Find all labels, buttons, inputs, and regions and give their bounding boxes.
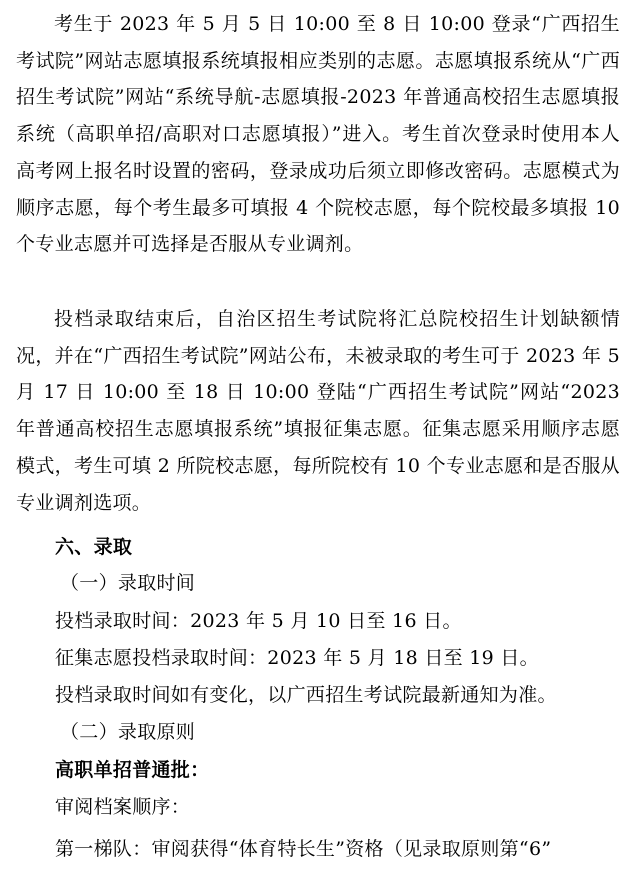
admission-time-line: 投档录取时间：2023 年 5 月 10 日至 16 日。 xyxy=(55,610,462,632)
supplementary-admission-time-line: 征集志愿投档录取时间：2023 年 5 月 18 日至 19 日。 xyxy=(55,647,539,669)
tier-one-line: 第一梯队：审阅获得“体育特长生”资格（见录取原则第“6” xyxy=(55,838,552,860)
paragraph-volunteer-filling: 考生于 2023 年 5 月 5 日 10:00 至 8 日 10:00 登录“广西招生考试院”网站志愿填报系统填报相应类别的志愿。志愿填报系统从“广西招生考试院”网站“系统导航-志愿填报-2023 年普通高校招生志愿填报系统（高职单招/高职对口志愿填报）”进入。考生首次登录时使用本人高考网上报名时设置的密码，登录成功后须立即修改密码。志愿模式为顺序志愿，每个考生最多可填报 4 个院校志愿，每个院校最多填报 10 个专业志愿并可选择是否服从专业调剂。 xyxy=(16,13,620,256)
section-heading-admission: 六、录取 xyxy=(55,536,133,558)
subheading-admission-principle: （二）录取原则 xyxy=(60,721,196,743)
time-change-notice: 投档录取时间如有变化，以广西招生考试院最新通知为准。 xyxy=(55,684,557,706)
batch-heading: 高职单招普通批： xyxy=(55,759,210,781)
subheading-admission-time: （一）录取时间 xyxy=(60,572,196,594)
review-order-label: 审阅档案顺序： xyxy=(55,796,191,818)
paragraph-supplementary-volunteer: 投档录取结束后，自治区招生考试院将汇总院校招生计划缺额情况，并在“广西招生考试院”网站公布，未被录取的考生可于 2023 年 5 月 17 日 10:00 至 18 日 10:00 登陆“广西招生考试院”网站“2023 年普通高校招生志愿填报系统”填报征集志愿。征集志愿采用顺序志愿模式，考生可填 2 所院校志愿，每所院校有 10 个专业志愿和是否服从专业调剂选项。 xyxy=(16,308,620,514)
